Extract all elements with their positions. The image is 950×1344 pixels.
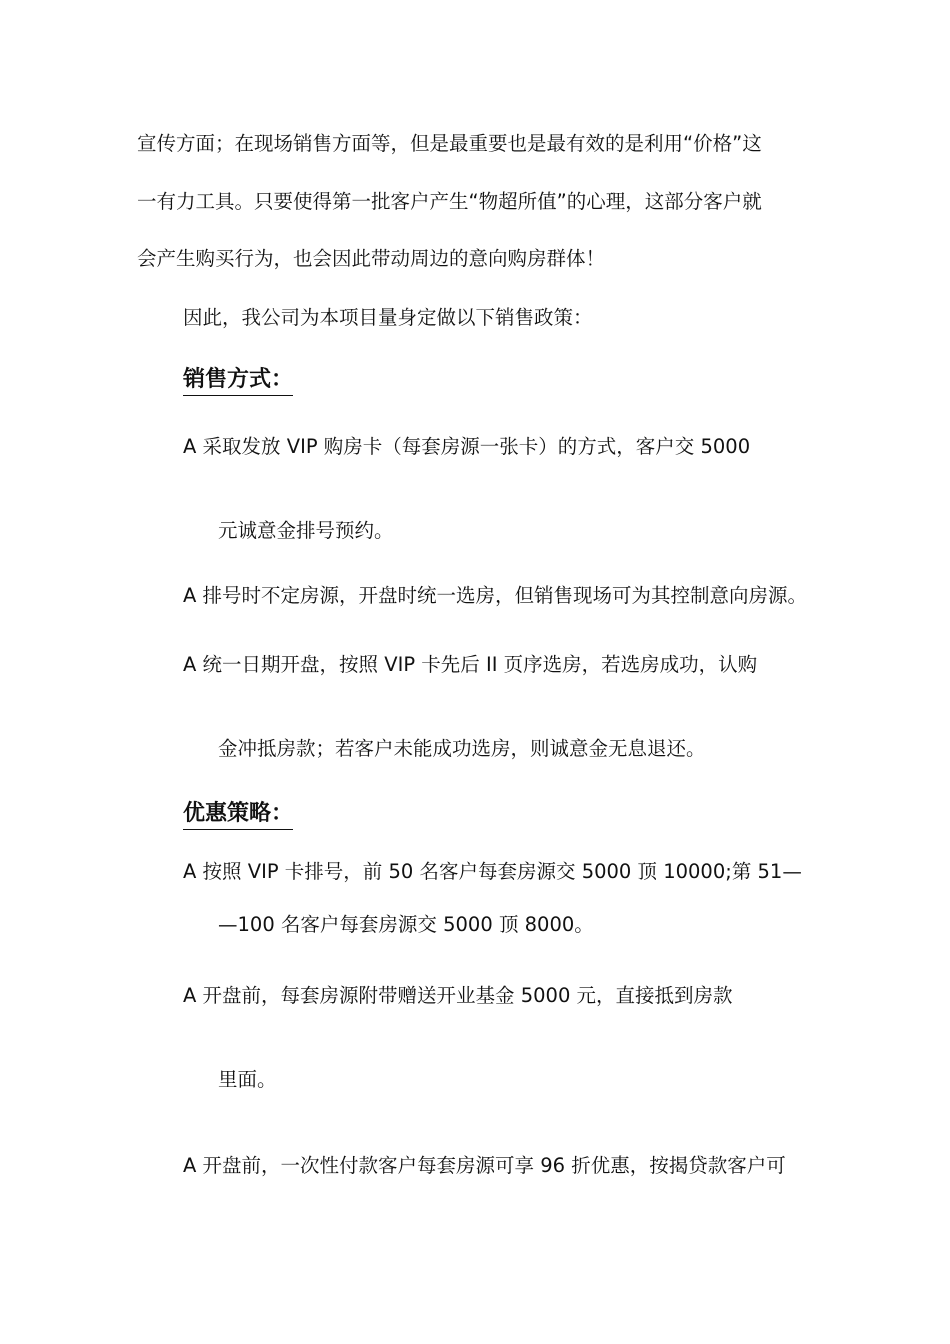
discount-item-1-cont: —100 名客户每套房源交 5000 顶 8000。 bbox=[218, 913, 594, 936]
discount-item-1: A 按照 VIP 卡排号，前 50 名客户每套房源交 5000 顶 10000;第 51— bbox=[183, 860, 802, 883]
sales-method-item-1-cont: 元诚意金排号预约。 bbox=[218, 519, 394, 542]
sales-method-heading: 销售方式： bbox=[183, 366, 293, 396]
intro-line-2: 一有力工具。只要使得第一批客户产生“物超所值”的心理，这部分客户就 bbox=[137, 190, 762, 213]
discount-item-3: A 开盘前，一次性付款客户每套房源可享 96 折优惠，按揭贷款客户可 bbox=[183, 1154, 786, 1177]
discount-item-2-cont: 里面。 bbox=[218, 1068, 277, 1091]
discount-item-2: A 开盘前，每套房源附带赠送开业基金 5000 元，直接抵到房款 bbox=[183, 984, 733, 1007]
discount-policy-heading: 优惠策略： bbox=[183, 800, 293, 830]
sales-method-item-1: A 采取发放 VIP 购房卡（每套房源一张卡）的方式，客户交 5000 bbox=[183, 435, 751, 458]
sales-method-item-3-cont: 金冲抵房款；若客户未能成功选房，则诚意金无息退还。 bbox=[218, 737, 706, 760]
intro-line-1: 宣传方面；在现场销售方面等，但是最重要也是最有效的是利用“价格”这 bbox=[137, 132, 762, 155]
intro-line-3: 会产生购买行为，也会因此带动周边的意向购房群体！ bbox=[137, 247, 606, 270]
sales-method-item-3: A 统一日期开盘，按照 VIP 卡先后 II 页序选房，若选房成功，认购 bbox=[183, 653, 758, 676]
sales-method-item-2: A 排号时不定房源，开盘时统一选房，但销售现场可为其控制意向房源。 bbox=[183, 584, 808, 607]
intro-line-4: 因此，我公司为本项目量身定做以下销售政策： bbox=[183, 306, 593, 329]
